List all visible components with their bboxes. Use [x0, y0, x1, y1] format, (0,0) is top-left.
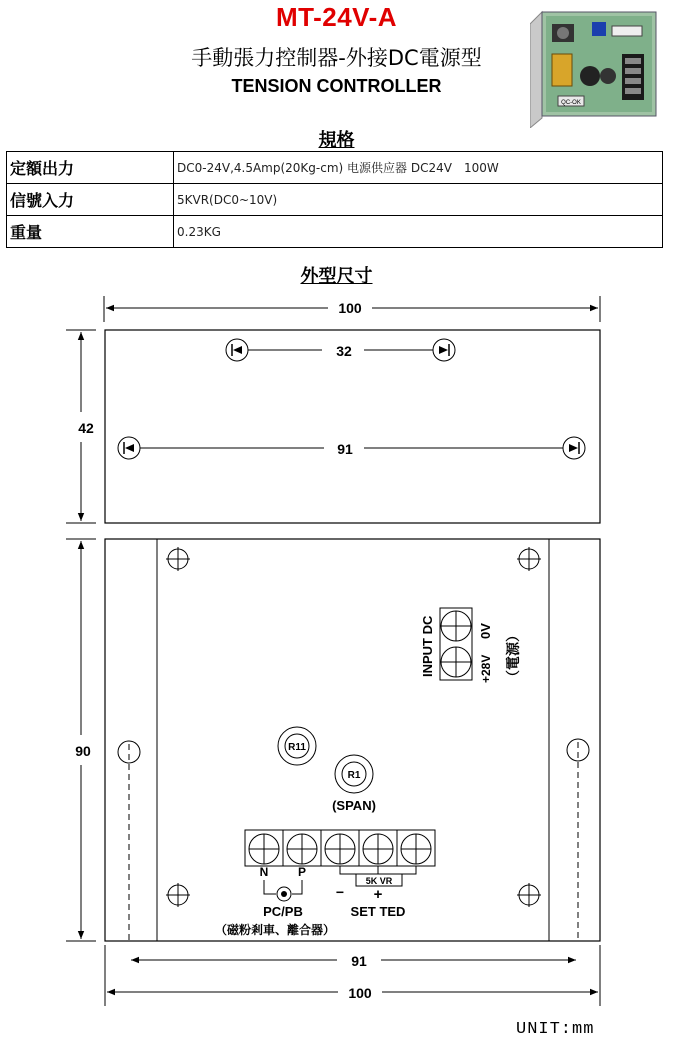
product-subtitle-en: TENSION CONTROLLER: [231, 76, 442, 96]
mount-hole-icon: [433, 339, 455, 361]
output-terminal-block: [245, 830, 435, 866]
pcpb-label: PC/PB: [263, 904, 303, 919]
outline-section-title: 外型尺寸: [300, 266, 373, 287]
spec-key: 定額出力: [7, 152, 174, 184]
slot-hole-icon: [567, 739, 589, 940]
dim-bottom-outer: 100: [348, 985, 372, 1001]
plus-28v-label: +28V: [479, 654, 493, 683]
spec-key: 重量: [7, 216, 174, 248]
mount-hole-icon: [563, 437, 585, 459]
front-view-outline: [105, 539, 600, 941]
spec-key: 信號入力: [7, 184, 174, 216]
unit-label: UNIT:mm: [516, 1020, 595, 1039]
screw-hole-icon: [517, 547, 541, 571]
minus-label: −: [335, 884, 345, 900]
top-view-outline: [105, 330, 600, 523]
spec-value: DC0-24V,4.5Amp(20Kg-cm) 电源供应器 DC24V 100W: [174, 152, 663, 184]
r1-label: R1: [347, 770, 361, 781]
photo-board-label: QC-OK: [561, 100, 581, 106]
slot-hole-icon: [118, 741, 140, 940]
dim-top-width: 100: [338, 300, 362, 316]
r11-label: R11: [288, 742, 306, 753]
mount-hole-icon: [226, 339, 248, 361]
dim-top-height: 42: [78, 420, 94, 436]
screw-hole-icon: [166, 883, 190, 907]
plus-label: +: [373, 886, 383, 903]
input-terminal: [440, 608, 472, 680]
vr-label: 5K VR: [365, 876, 393, 886]
span-label: (SPAN): [332, 798, 376, 813]
dim-hole-large: 91: [337, 441, 353, 457]
spec-value: 5KVR(DC0~10V): [174, 184, 663, 216]
spec-value: 0.23KG: [174, 216, 663, 248]
terminal-p-label: P: [297, 865, 307, 879]
model-title: MT-24V-A: [275, 2, 398, 32]
product-subtitle: 手動張力控制器-外接DC電源型: [191, 46, 482, 70]
spec-section-title: 規格: [318, 130, 355, 151]
terminal-n-label: N: [259, 865, 269, 879]
zero-volt-label: 0V: [478, 623, 493, 639]
dim-hole-small: 32: [336, 343, 352, 359]
connector-dot: [281, 891, 287, 897]
power-cn-label: （電源）: [506, 628, 522, 684]
brake-label: （磁粉剎車、離合器）: [214, 923, 336, 937]
mount-hole-icon: [118, 437, 140, 459]
dim-front-height: 90: [75, 743, 91, 759]
input-dc-label: INPUT DC: [420, 615, 435, 677]
screw-hole-icon: [166, 547, 190, 571]
setted-label: SET TED: [350, 904, 406, 919]
screw-hole-icon: [517, 883, 541, 907]
dim-bottom-inner: 91: [351, 953, 367, 969]
